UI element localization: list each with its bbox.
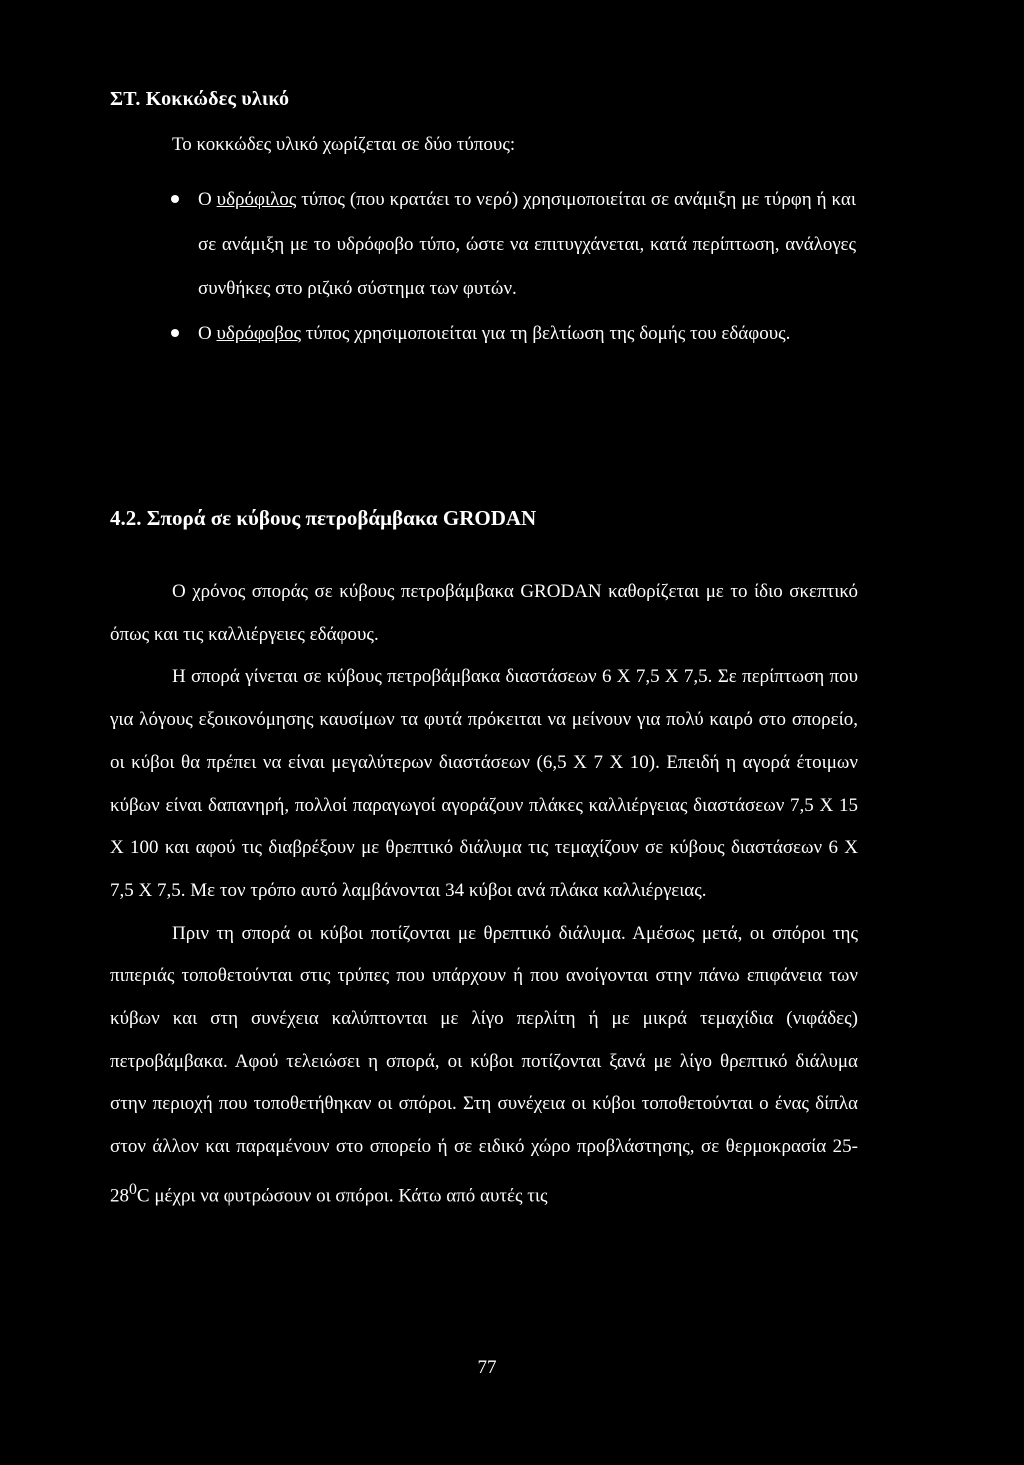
bullet-dot-icon [171,195,179,203]
bullet-term: υδρόφιλος [216,189,297,210]
bullet-dot-icon [171,329,179,337]
paragraph-text: Πριν τη σπορά οι κύβοι ποτίζονται με θρεπτικό διάλυμα. Αμέσως μετά, οι σπόροι της πιπεριάς τοποθετούνται στις τρύπες που υπάρχουν ή που ανοίγονται στην πάνω επιφάνεια των κύβων και στη συνέχεια καλύπτονται με λίγο περλίτη ή με μικρά τεμαχίδια (νιφάδες) πετροβάμβακα. Αφού τελειώσει η σπορά, οι κύβοι ποτίζονται ξανά με λίγο θρεπτικό διάλυμα στην περιοχή που τοποθετήθηκαν οι σπόροι. Στη συνέχεια οι κύβοι τοποθετούνται ο ένας δίπλα στον άλλον και παραμένουν στο σπορείο ή σε ειδικό χώρο προβλάστησης, σε θερμοκρασία 25-28 [110,922,858,1207]
bullet-text: τύπος (που κρατάει το νερό) χρησιμοποιείται σε ανάμιξη με τύρφη ή και σε ανάμιξη με το υδρόφοβο τύπο, ώστε να επιτυγχάνεται, κατά περίπτωση, ανάλογες συνθήκες στο ριζικό σύστημα των φυτών. [198,189,856,299]
degree-superscript: 0 [129,1180,137,1198]
bullet-list [171,178,856,356]
bullet-item-hydrophobic [171,312,856,357]
bullet-term: υδρόφοβος [216,322,301,344]
paragraph: Η σπορά γίνεται σε κύβους πετροβάμβακα διαστάσεων 6 Χ 7,5 Χ 7,5. Σε περίπτωση που για λόγους εξοικονόμησης καυσίμων τα φυτά πρόκειται να μείνουν για πολύ καιρό στο σπορείο, οι κύβοι θα πρέπει να είναι μεγαλύτερων διαστάσεων (6,5 Χ 7 Χ 10). Επειδή η αγορά έτοιμων κύβων είναι δαπανηρή, πολλοί παραγωγοί αγοράζουν πλάκες καλλιέργειας διαστάσεων 7,5 Χ 15 Χ 100 και αφού τις διαβρέξουν με θρεπτικό διάλυμα τις τεμαχίζουν σε κύβους διαστάσεων 6 Χ 7,5 Χ 7,5. Με τον τρόπο αυτό λαμβάνονται 34 κύβοι ανά πλάκα καλλιέργειας. [110,666,858,901]
bullet-item-hydrophilic [171,178,856,312]
body-text [110,571,858,1218]
intro-text: Το κοκκώδες υλικό χωρίζεται σε δύο τύπους: [172,134,516,155]
paragraph-tail: C μέχρι να φυτρώσουν οι σπόροι. Κάτω από αυτές τις [136,1185,548,1207]
section-title: 4.2. Σπορά σε κύβους πετροβάμβακα GRODAN [110,506,537,530]
section-heading: ΣΤ. Κοκκώδες υλικό [110,88,290,110]
bullet-prefix: Ο [198,189,217,210]
bullet-prefix: Ο [198,322,217,344]
page-number: 77 [477,1357,497,1378]
paragraph: Ο χρόνος σποράς σε κύβους πετροβάμβακα GRODAN καθορίζεται με το ίδιο σκεπτικό όπως και τις καλλιέργειες εδάφους. [110,581,858,645]
paragraph [110,913,858,1218]
bullet-text: τύπος χρησιμοποιείται για τη βελτίωση της δομής του εδάφους. [300,322,791,344]
